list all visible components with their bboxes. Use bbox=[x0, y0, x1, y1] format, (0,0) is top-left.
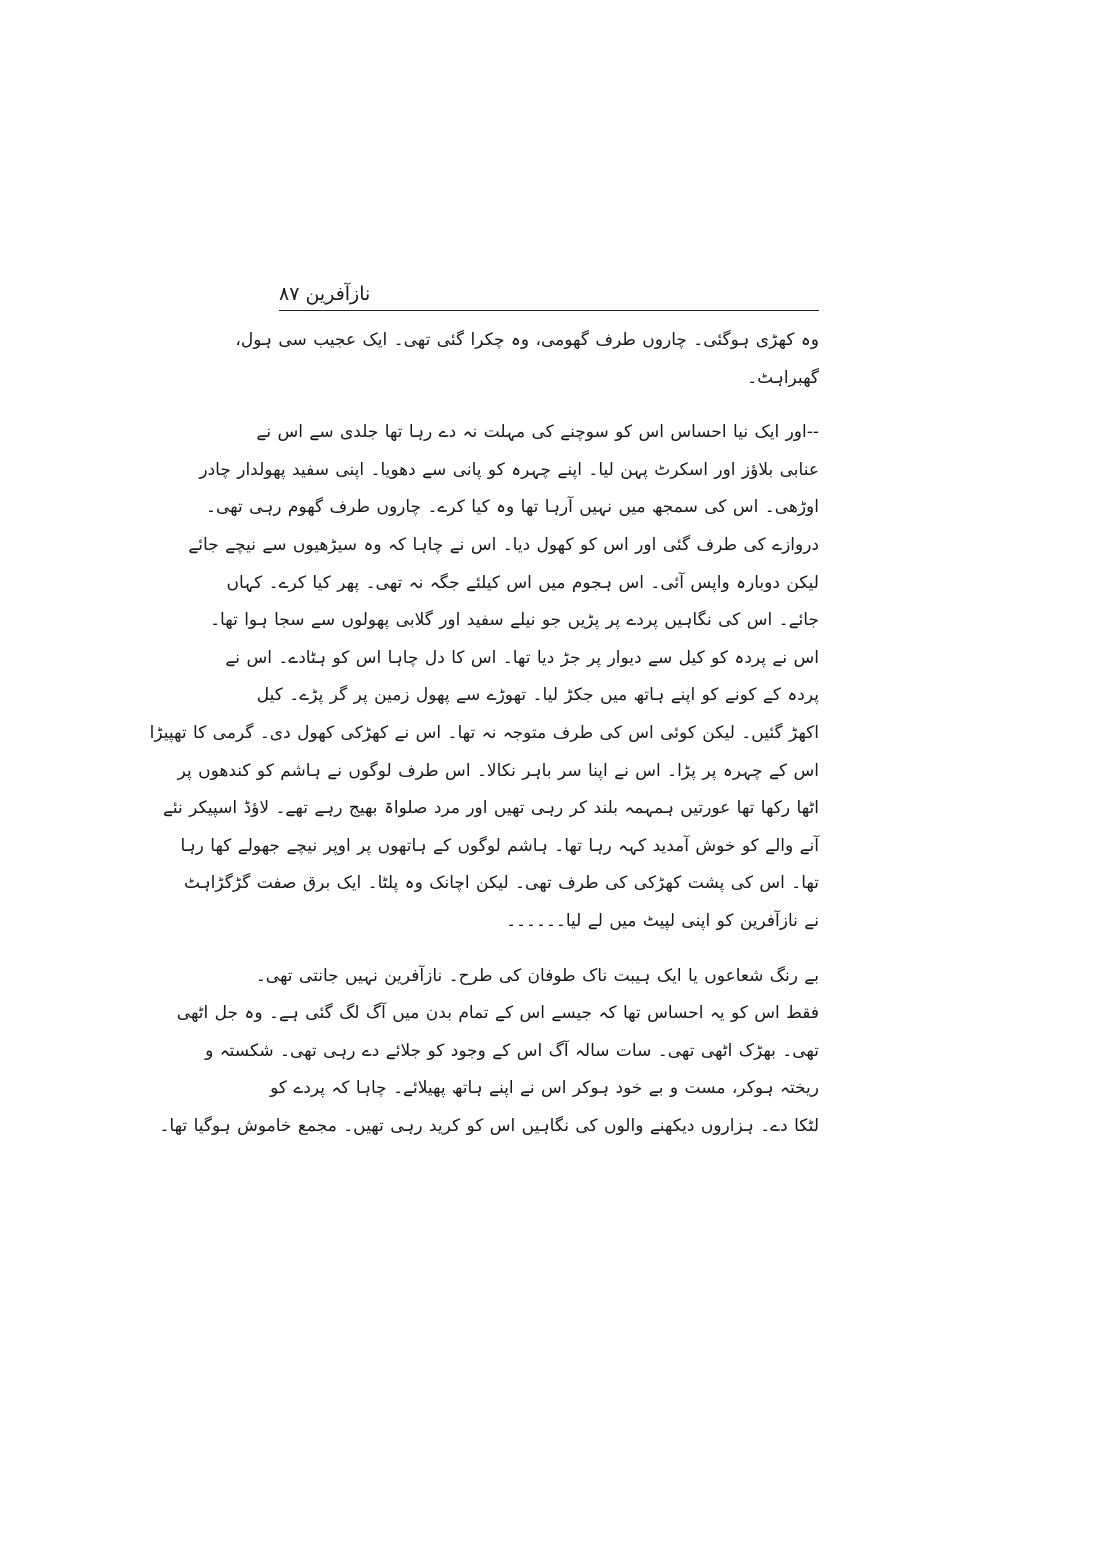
text-line: اکھڑ گئیں۔ لیکن کوئی اس کی طرف متوجہ نہ تھا۔ اس نے کھڑکی کھول دی۔ گرمی کا تھپیڑا bbox=[149, 722, 819, 743]
text-line: آنے والے کو خوش آمدید کہہ رہا تھا۔ ہاشم لوگوں کے ہاتھوں پر اوپر نیچے جھولے کھا رہا bbox=[180, 835, 819, 856]
text-line: اس کے چہرہ پر پڑا۔ اس نے اپنا سر باہر نکالا۔ اس طرف لوگوں نے ہاشم کو کندھوں پر bbox=[177, 760, 819, 781]
text-line: گھبراہٹ۔ bbox=[747, 367, 819, 388]
text-line: عنابی بلاؤز اور اسکرٹ پہن لیا۔ اپنے چہرہ کو پانی سے دھویا۔ اپنی سفید پھولدار چادر bbox=[199, 459, 819, 480]
paragraph-1 bbox=[235, 322, 819, 397]
header-rule bbox=[279, 310, 819, 311]
text-line: دروازے کی طرف گئی اور اس کو کھول دیا۔ اس نے چاہا کہ وہ سیڑھیوں سے نیچے جائے bbox=[188, 534, 819, 555]
text-line: نے نازآفرین کو اپنی لپیٹ میں لے لیا۔۔۔۔۔۔ bbox=[506, 910, 819, 931]
text-line: اٹھا رکھا تھا عورتیں ہمہمہ بلند کر رہی تھیں اور مرد صلواۃ بھیج رہے تھے۔ لاؤڈ اسپیکر نئے bbox=[162, 798, 819, 819]
text-line: --اور ایک نیا احساس اس کو سوچنے کی مہلت نہ دے رہا تھا جلدی سے اس نے bbox=[256, 422, 819, 443]
text-line: جائے۔ اس کی نگاہیں پردے پر پڑیں جو نیلے سفید اور گلابی پھولوں سے سجا ہوا تھا۔ bbox=[210, 610, 819, 631]
text-line: فقط اس کو یہ احساس تھا کہ جیسے اس کے تمام بدن میں آگ لگ گئی ہے۔ وہ جل اٹھی bbox=[176, 1003, 819, 1024]
text-line: بے رنگ شعاعوں یا ایک ہیبت ناک طوفان کی طرح۔ نازآفرین نہیں جانتی تھی۔ bbox=[255, 965, 819, 986]
page-header bbox=[279, 281, 819, 311]
text-line: تھا۔ اس کی پشت کھڑکی کی طرف تھی۔ لیکن اچانک وہ پلٹا۔ ایک برق صفت گڑگڑاہٹ bbox=[184, 873, 819, 894]
text-line: وہ کھڑی ہوگئی۔ چاروں طرف گھومی، وہ چکرا گئی تھی۔ ایک عجیب سی ہول، bbox=[235, 330, 819, 350]
text-line: ریختہ ہوکر، مست و بے خود ہوکر اس نے اپنے ہاتھ پھیلائے۔ چاہا کہ پردے کو bbox=[270, 1078, 819, 1099]
text-line: اس نے پردہ کو کیل سے دیوار پر جڑ دیا تھا۔ اس کا دل چاہا اس کو ہٹادے۔ اس نے bbox=[225, 647, 819, 668]
body-text bbox=[149, 322, 819, 1145]
text-line: تھی۔ بھڑک اٹھی تھی۔ سات سالہ آگ اس کے وجود کو جلائے دے رہی تھی۔ شکستہ و bbox=[205, 1040, 819, 1061]
running-title: نازآفرین ۸۷ bbox=[279, 283, 371, 305]
text-line: اوڑھی۔ اس کی سمجھ میں نہیں آرہا تھا وہ کیا کرے۔ چاروں طرف گھوم رہی تھی۔ bbox=[206, 497, 819, 518]
paragraph-2 bbox=[149, 414, 819, 940]
text-line: لیکن دوبارہ واپس آئی۔ اس ہجوم میں اس کیلئے جگہ نہ تھی۔ پھر کیا کرے۔ کہاں bbox=[226, 572, 819, 593]
text-line: پردہ کے کونے کو اپنے ہاتھ میں جکڑ لیا۔ تھوڑے سے پھول زمین پر گر پڑے۔ کیل bbox=[256, 685, 819, 706]
text-line: لٹکا دے۔ ہزاروں دیکھنے والوں کی نگاہیں اس کو کرید رہی تھیں۔ مجمع خاموش ہوگیا تھا۔ bbox=[159, 1115, 819, 1136]
paragraph-3 bbox=[159, 958, 819, 1146]
